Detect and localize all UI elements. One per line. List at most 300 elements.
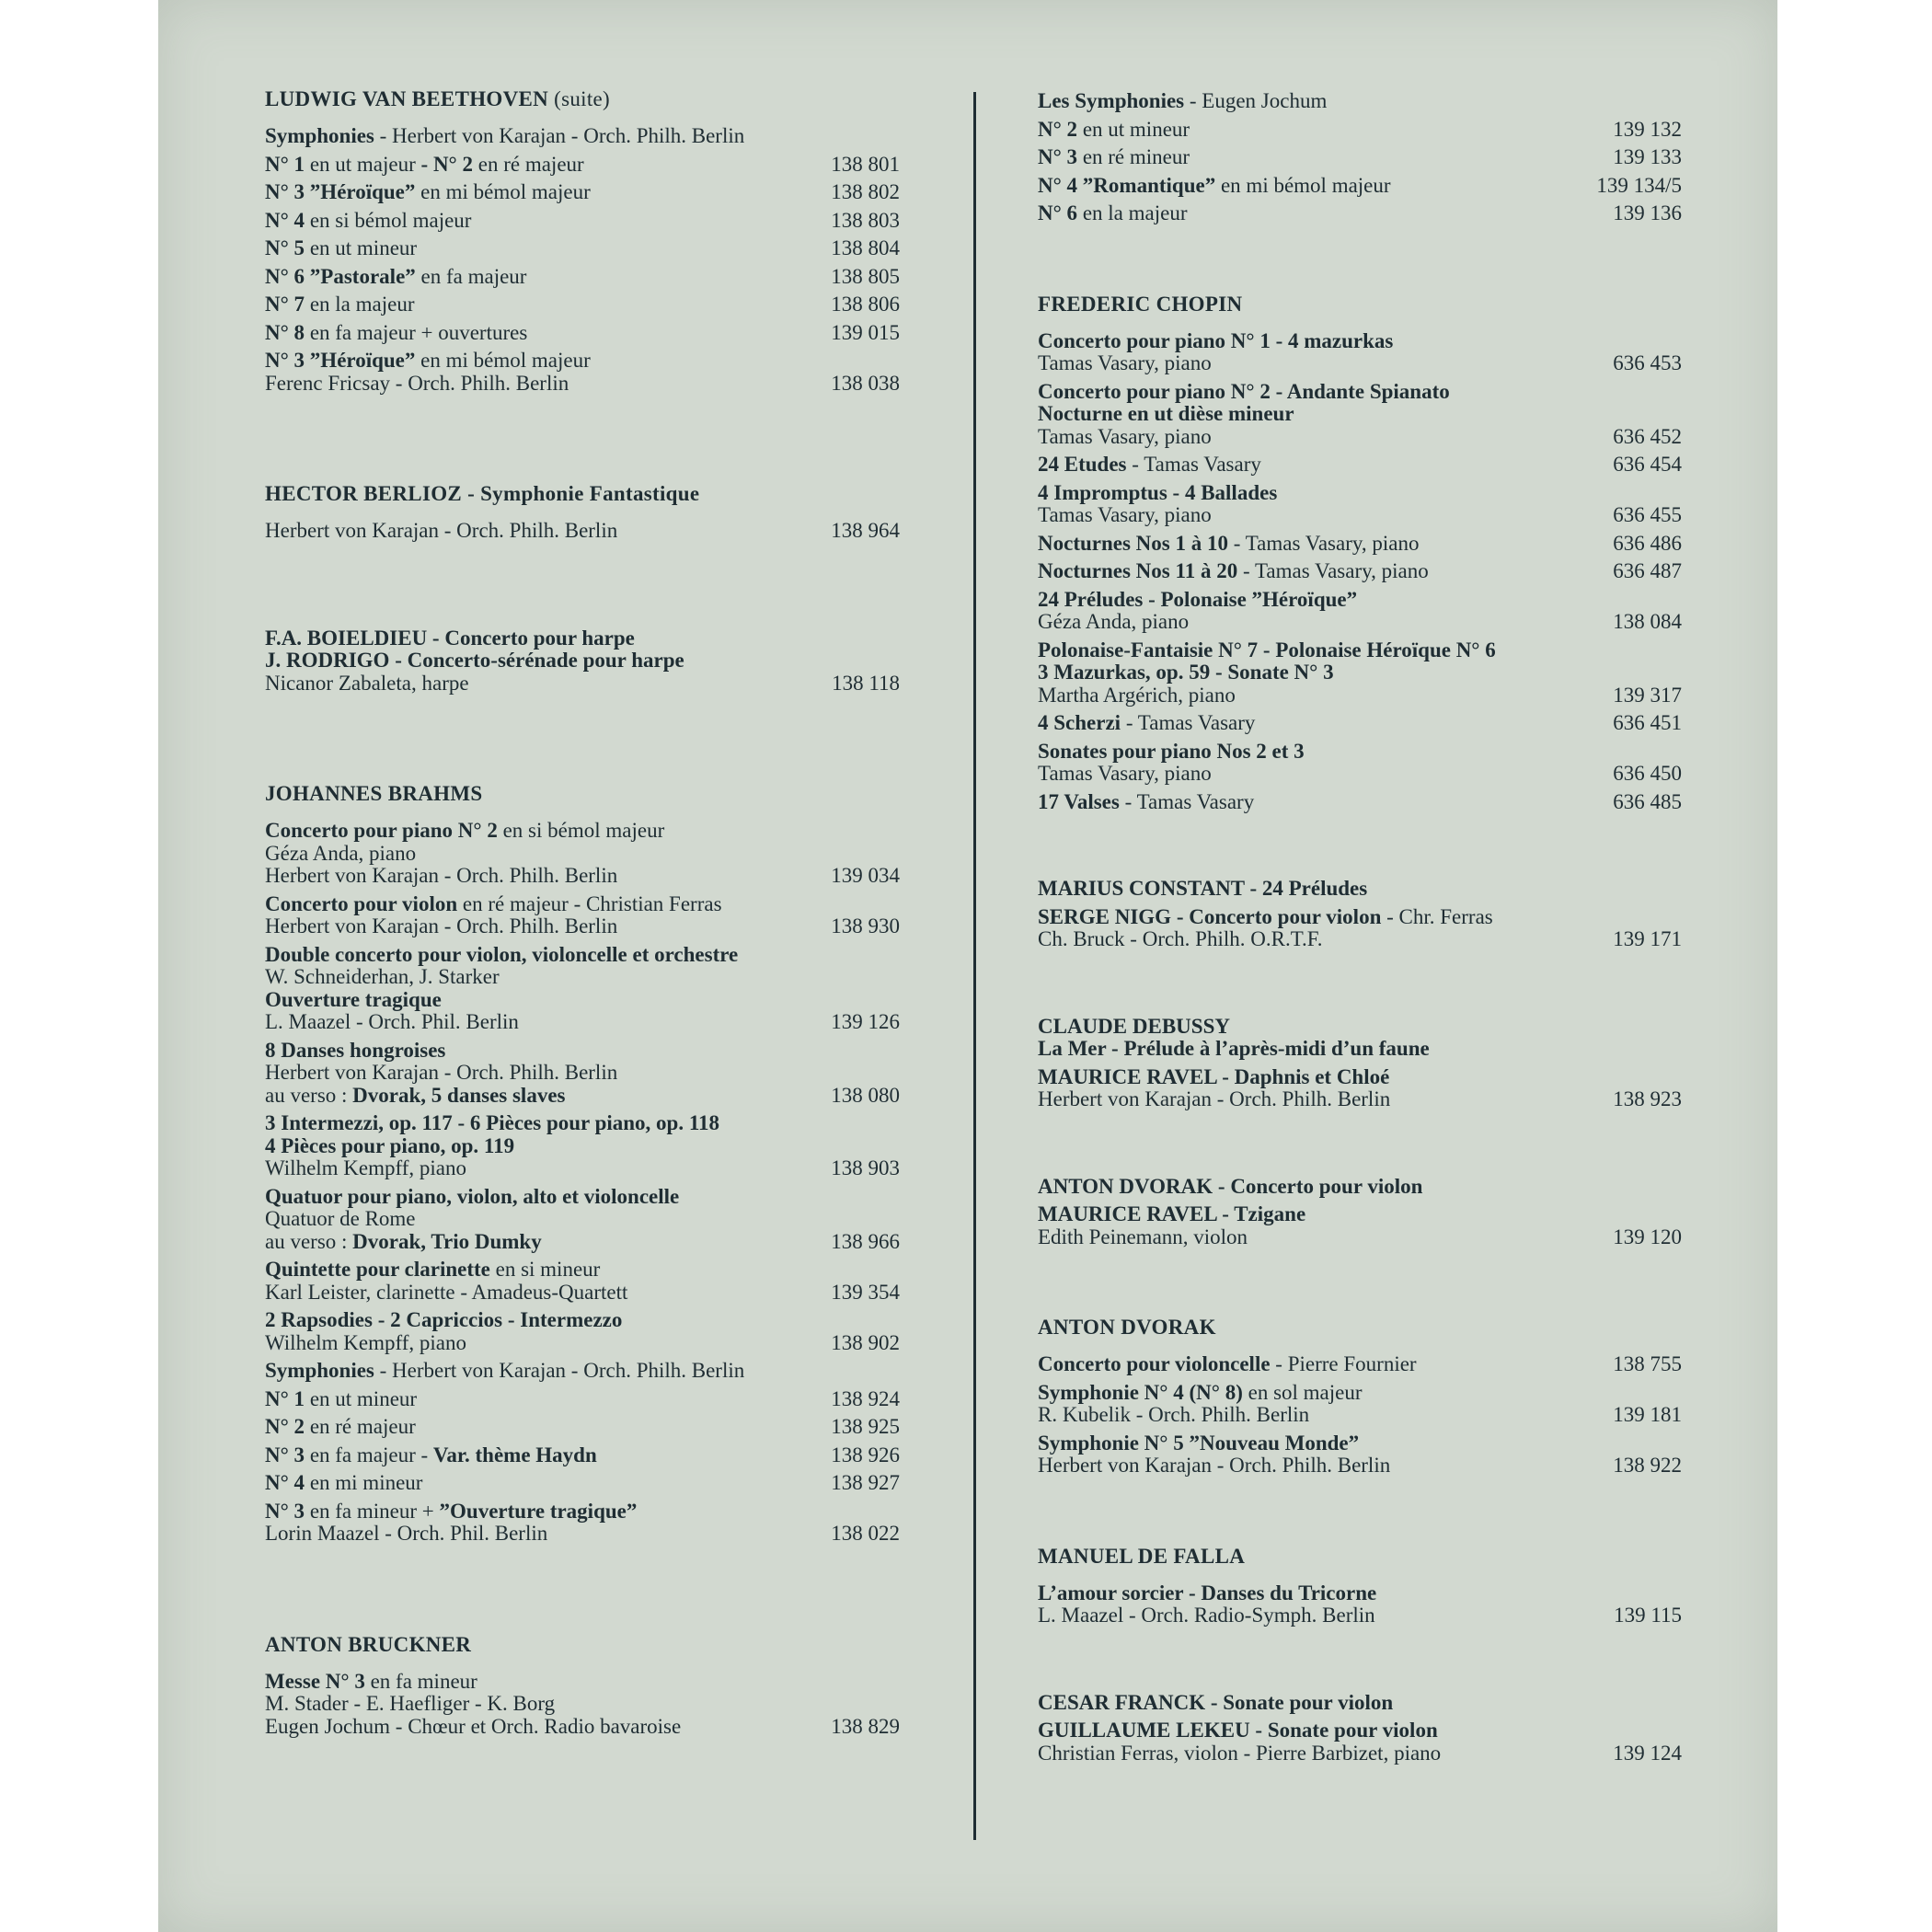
entry-line [1038,381,1682,404]
entry-line [1038,533,1682,556]
work-title: 17 Valses [1038,789,1120,813]
entry-text [265,1085,565,1108]
catalog-number: 139 120 [1613,1225,1682,1248]
performer-text: Géza Anda, piano [1038,610,1190,633]
entry-text [1038,1038,1430,1061]
work-title: N° 3 ”Héroïque” [265,180,416,203]
work-title: N° 6 ”Pastorale” [265,264,416,288]
work-title: Symphonies [265,1359,374,1382]
entry-text [265,865,617,888]
performer-text: en mi bémol majeur [415,349,591,372]
entry-line [265,1186,900,1209]
entry-line [1038,639,1682,662]
entry-text [265,1360,744,1383]
entry-text [1038,533,1419,556]
entry-line [265,1011,900,1034]
performer-text: en sol majeur [1242,1380,1363,1404]
composer-name: FREDERIC CHOPIN [1038,292,1243,316]
performer-text: M. Stader - E. Haefliger - K. Borg [265,1692,556,1715]
catalog-entry [265,350,900,395]
entry-text [1038,741,1305,764]
composer-heading [265,779,900,809]
catalog-entry [1038,175,1682,198]
work-title: 24 Etudes [1038,453,1127,476]
entry-line [265,1388,900,1411]
entry-text [265,1444,597,1467]
entry-text [1038,1742,1441,1765]
catalog-number: 636 455 [1613,503,1682,526]
entry-text [1038,906,1493,929]
work-title: N° 1 [265,152,305,176]
entry-text [1038,1719,1438,1742]
catalog-number: 139 034 [831,864,900,887]
catalog-number: 138 801 [831,152,900,176]
catalog-entry [1038,1353,1682,1376]
entry-text [1038,1382,1363,1405]
performer-text: Ferenc Fricsay - Orch. Philh. Berlin [265,371,569,395]
work-title: 2 Rapsodies - 2 Capriccios - Intermezzo [265,1308,623,1331]
performer-text: en fa majeur [415,264,527,288]
work-title: Nocturnes Nos 11 à 20 [1038,559,1238,582]
entry-line [1038,1432,1682,1455]
performer-text: Herbert von Karajan - Orch. Philh. Berlin [265,519,618,542]
work-title: N° 4 [265,208,305,232]
entry-line [1038,1066,1682,1089]
catalog-entry [265,154,900,177]
catalog-number: 138 806 [831,293,900,316]
column-divider [973,92,976,1840]
performer-text: Géza Anda, piano [265,841,417,865]
entry-text [265,966,500,989]
performer-text: en ré mineur [1077,145,1190,168]
catalog-number: 138 922 [1613,1454,1682,1477]
performer-text: Tamas Vasary, piano [1038,762,1212,785]
work-title: N° 3 [265,1499,305,1523]
catalog-section [1038,290,1682,879]
catalog-number: 636 485 [1613,789,1682,813]
entry-text [1038,381,1450,404]
entry-line [1038,1604,1682,1627]
composer-name: LUDWIG VAN BEETHOVEN [265,87,549,110]
catalog-number: 138 964 [831,519,900,542]
entry-text [265,1011,519,1034]
work-title: N° 3 ”Héroïque” [265,349,416,372]
entry-text [265,1062,617,1085]
performer-text: - Herbert von Karajan - Orch. Philh. Berlin [374,124,745,147]
performer-text: Tamas Vasary, piano [1038,503,1212,526]
entry-text [1038,119,1190,142]
entry-line [265,650,900,673]
performer-text: en ré majeur [473,152,584,176]
entry-text [265,293,414,316]
performer-text: en mi bémol majeur [1215,173,1391,197]
left-column [265,85,900,1743]
performer-text: Tamas Vasary, piano [1038,424,1212,448]
entry-line [1038,1353,1682,1376]
entry-text [265,627,635,650]
entry-text [265,944,738,967]
work-title: N° 7 [265,293,305,316]
entry-line [265,1062,900,1085]
catalog-entry [265,820,900,888]
performer-text: L. Maazel - Orch. Radio-Symph. Berlin [1038,1604,1375,1627]
work-title: Quatuor pour piano, violon, alto et violoncelle [265,1184,680,1208]
work-title: J. RODRIGO - Concerto-sérénade pour harpe [265,649,684,672]
catalog-entry [265,944,900,1034]
catalog-entry [1038,381,1682,449]
performer-text: Tamas Vasary, piano [1038,351,1212,374]
catalog-entry [265,520,900,543]
catalog-entry [1038,90,1682,113]
work-title: Dvorak, 5 danses slaves [352,1083,566,1107]
work-title: Concerto pour violon [265,891,458,915]
catalog-entry [265,1388,900,1411]
entry-line [265,1332,900,1355]
entry-line [1038,560,1682,583]
entry-line [265,1444,900,1467]
catalog-number: 636 452 [1613,424,1682,448]
catalog-entry [265,1360,900,1383]
composer-heading [265,1630,900,1660]
catalog-section [265,479,900,627]
performer-text: en la majeur [305,293,415,316]
entry-line [265,1135,900,1158]
work-title: N° 3 [265,1443,305,1466]
work-title: N° 1 [265,1386,305,1410]
performer-text: - Tamas Vasary, piano [1228,531,1420,555]
work-title: CESAR FRANCK - Sonate pour violon [1038,1690,1394,1714]
performer-text: en si mineur [489,1258,601,1281]
composer-name: HECTOR BERLIOZ - Symphonie Fantastique [265,482,700,505]
entry-line [1038,482,1682,505]
entry-line [265,293,900,316]
entry-line [265,820,900,843]
entry-line [1038,1038,1682,1061]
work-title: Concerto pour violoncelle [1038,1352,1271,1375]
entry-text [265,1112,719,1135]
work-title: 3 Mazurkas, op. 59 - Sonate N° 3 [1038,661,1334,684]
catalog-number: 636 450 [1613,762,1682,785]
catalog-number: 138 084 [1613,610,1682,633]
performer-text: Wilhelm Kempff, piano [265,1330,467,1354]
performer-text: Herbert von Karajan - Orch. Philh. Berlin [265,864,618,887]
entry-text [1038,1016,1230,1039]
entry-text [265,1693,555,1716]
performer-text: Karl Leister, clarinette - Amadeus-Quartett [265,1280,628,1304]
work-title: MAURICE RAVEL - Tzigane [1038,1202,1306,1225]
performer-text: - Tamas Vasary [1126,453,1261,476]
catalog-entry [265,293,900,316]
catalog-number: 138 966 [831,1229,900,1253]
entry-line [265,1231,900,1254]
work-title: N° 6 [1038,201,1078,224]
work-title: ANTON DVORAK - Concerto pour violon [1038,1174,1423,1198]
entry-line [1038,119,1682,142]
work-title: MAURICE RAVEL - Daphnis et Chloé [1038,1064,1390,1088]
entry-text [1038,90,1327,113]
work-title: Symphonie N° 5 ”Nouveau Monde” [1038,1431,1360,1455]
catalog-entry [1038,202,1682,225]
catalog-number: 138 903 [831,1156,900,1179]
entry-line [265,125,900,148]
performer-text: Lorin Maazel - Orch. Phil. Berlin [265,1522,548,1545]
composer-name: MANUEL DE FALLA [1038,1544,1246,1568]
section-spacer [1038,1633,1682,1692]
catalog-section [1038,1313,1682,1542]
catalog-number: 636 451 [1613,711,1682,734]
work-title: ”Ouverture tragique” [439,1499,638,1523]
catalog-entry [265,1416,900,1439]
entry-line [265,865,900,888]
entry-text [265,1282,627,1305]
entry-text [265,237,417,260]
work-title: N° 5 [265,236,305,259]
catalog-entry [265,1040,900,1108]
entry-line [1038,878,1682,901]
entry-line [265,350,900,373]
entry-line [1038,791,1682,814]
entry-line [265,1523,900,1546]
work-title: - N° 2 [420,152,473,176]
entry-line [265,1259,900,1282]
performer-text: Wilhelm Kempff, piano [265,1156,467,1179]
work-title: 4 Impromptus - 4 Ballades [1038,480,1278,504]
catalog-number: 636 453 [1613,351,1682,374]
entry-line [265,944,900,967]
catalog-entry [265,1501,900,1546]
work-title: N° 3 [1038,145,1078,168]
catalog-section [1038,1542,1682,1692]
catalog-number: 139 115 [1614,1604,1682,1627]
catalog-number: 138 755 [1613,1352,1682,1375]
catalog-number: 636 487 [1613,559,1682,582]
entry-line [265,915,900,938]
work-title: N° 4 [265,1471,305,1494]
entry-text [1038,712,1255,735]
work-title: 4 Pièces pour piano, op. 119 [265,1133,515,1157]
section-spacer [265,1551,900,1630]
entry-text [1038,1066,1389,1089]
performer-text: - Tamas Vasary [1119,789,1255,813]
entry-text [1038,330,1393,353]
entry-text [265,1135,514,1158]
work-title: Ouverture tragique [265,987,442,1011]
work-title: N° 8 [265,320,305,344]
catalog-number: 139 134/5 [1596,173,1682,197]
catalog-section [1038,90,1682,290]
entry-text [265,181,591,204]
entry-text [1038,1226,1248,1249]
work-title: Concerto pour piano N° 2 - Andante Spianato [1038,379,1450,403]
work-title: N° 2 [1038,117,1078,141]
catalog-section [265,779,900,1630]
entry-text [265,1416,416,1439]
catalog-section [1038,1016,1682,1176]
entry-line [1038,1088,1682,1111]
entry-line [1038,330,1682,353]
entry-line [1038,611,1682,634]
performer-text: Herbert von Karajan - Orch. Philh. Berlin [1038,1087,1391,1110]
section-spacer [265,400,900,479]
catalog-entry [1038,1692,1682,1715]
entry-text [1038,684,1236,707]
entry-line [1038,1203,1682,1226]
entry-text [1038,1203,1305,1226]
work-title: MARIUS CONSTANT - 24 Préludes [1038,877,1368,900]
entry-text [265,843,416,866]
catalog-entry [265,1472,900,1495]
section-spacer [1038,1483,1682,1542]
catalog-number: 138 930 [831,914,900,937]
catalog-entry [1038,1203,1682,1248]
section-spacer [1038,957,1682,1016]
catalog-number: 139 124 [1613,1741,1682,1765]
catalog-entry [1038,1176,1682,1199]
work-title: SERGE NIGG - Concerto pour violon [1038,904,1382,928]
performer-text: en ut mineur [305,1386,418,1410]
entry-line [1038,202,1682,225]
entry-line [265,989,900,1012]
work-title: Concerto pour piano N° 1 - 4 mazurkas [1038,328,1394,352]
entry-line [265,1716,900,1739]
catalog-number: 138 925 [831,1415,900,1438]
catalog-entry [265,1444,900,1467]
entry-line [265,181,900,204]
composer-heading [1038,1542,1682,1571]
work-title: Nocturne en ut dièse mineur [1038,402,1294,425]
entry-text [1038,1176,1422,1199]
entry-text [265,1388,417,1411]
work-title: 4 Scherzi [1038,711,1121,734]
work-title: Symphonie N° 4 (N° 8) [1038,1380,1243,1404]
entry-text [265,154,584,177]
entry-line [1038,426,1682,449]
entry-text [265,1208,416,1231]
work-title: Sonates pour piano Nos 2 et 3 [1038,739,1305,763]
catalog-section [265,85,900,479]
entry-line [265,1157,900,1180]
entry-line [1038,661,1682,684]
catalog-number: 139 181 [1613,1403,1682,1426]
catalog-number: 138 022 [831,1522,900,1545]
catalog-number: 139 171 [1613,927,1682,950]
entry-line [1038,1016,1682,1039]
entry-text [1038,589,1357,612]
catalog-number: 138 080 [831,1083,900,1107]
catalog-section [265,627,900,780]
work-title: Dvorak, Trio Dumky [352,1229,542,1253]
catalog-entry [265,210,900,233]
entry-line [1038,403,1682,426]
composer-name: JOHANNES BRAHMS [265,782,483,805]
performer-text: Ch. Bruck - Orch. Philh. O.R.T.F. [1038,927,1323,950]
catalog-number: 139 015 [831,320,900,344]
entry-text [265,1332,466,1355]
entry-line [265,1208,900,1231]
performer-text: Martha Argérich, piano [1038,683,1236,707]
entry-text [265,373,569,396]
entry-text [265,673,469,696]
entry-line [1038,928,1682,951]
entry-text [265,820,664,843]
entry-text [1038,661,1334,684]
catalog-entry [1038,1016,1682,1061]
entry-line [1038,1582,1682,1605]
entry-text [1038,1404,1309,1427]
entry-line [1038,352,1682,375]
catalog-entry [1038,639,1682,707]
composer-heading [1038,290,1682,319]
catalog-entry [265,1259,900,1304]
performer-text: en ut mineur [1077,117,1190,141]
catalog-entry [1038,589,1682,634]
catalog-entry [1038,560,1682,583]
catalog-entry [265,125,900,148]
section-spacer [265,700,900,779]
entry-line [265,1693,900,1716]
catalog-entry [1038,741,1682,786]
entry-text [1038,878,1367,901]
entry-line [1038,1742,1682,1765]
composer-name: ANTON DVORAK [1038,1316,1216,1339]
entry-text [1038,352,1212,375]
entry-text [1038,791,1254,814]
work-title: Quintette pour clarinette [265,1258,490,1281]
catalog-number: 139 136 [1613,201,1682,224]
entry-line [265,266,900,289]
work-title: 3 Intermezzi, op. 117 - 6 Pièces pour piano, op. 118 [265,1111,720,1134]
catalog-entry [1038,1719,1682,1765]
catalog-number: 138 829 [831,1714,900,1738]
work-title: N° 2 [265,1415,305,1438]
catalog-number: 138 804 [831,236,900,259]
performer-text: en la majeur [1077,201,1188,224]
performer-text: en ré majeur - Christian Ferras [457,891,722,915]
catalog-entry [1038,1582,1682,1627]
entry-line [1038,146,1682,169]
performer-text: en ut mineur [305,236,418,259]
work-title: L’amour sorcier - Danses du Tricorne [1038,1581,1377,1604]
work-title: GUILLAUME LEKEU - Sonate pour violon [1038,1719,1438,1742]
entry-line [1038,1404,1682,1427]
catalog-entry [1038,482,1682,527]
work-title: Messe N° 3 [265,1669,365,1693]
performer-text: en ré majeur [305,1415,416,1438]
entry-text [1038,1353,1417,1376]
performer-text: - Herbert von Karajan - Orch. Philh. Berlin [374,1359,745,1382]
entry-line [1038,175,1682,198]
entry-text [1038,928,1323,951]
catalog-number: 139 133 [1613,145,1682,168]
catalog-entry [1038,878,1682,901]
performer-text: en fa mineur [364,1669,477,1693]
performer-text: en fa mineur + [305,1499,440,1523]
composer-suffix: (suite) [554,87,610,110]
performer-text: en mi mineur [305,1471,423,1494]
catalog-entry [265,627,900,696]
entry-line [1038,1719,1682,1742]
entry-line [265,237,900,260]
entry-line [1038,763,1682,786]
entry-text [265,350,591,373]
composer-heading [265,85,900,114]
catalog-entry [265,181,900,204]
catalog-section [1038,1176,1682,1314]
catalog-entry [1038,712,1682,735]
performer-text: L. Maazel - Orch. Phil. Berlin [265,1010,519,1033]
work-title: Polonaise-Fantaisie N° 7 - Polonaise Héroïque N° 6 [1038,638,1496,661]
catalog-number: 138 923 [1613,1087,1682,1110]
